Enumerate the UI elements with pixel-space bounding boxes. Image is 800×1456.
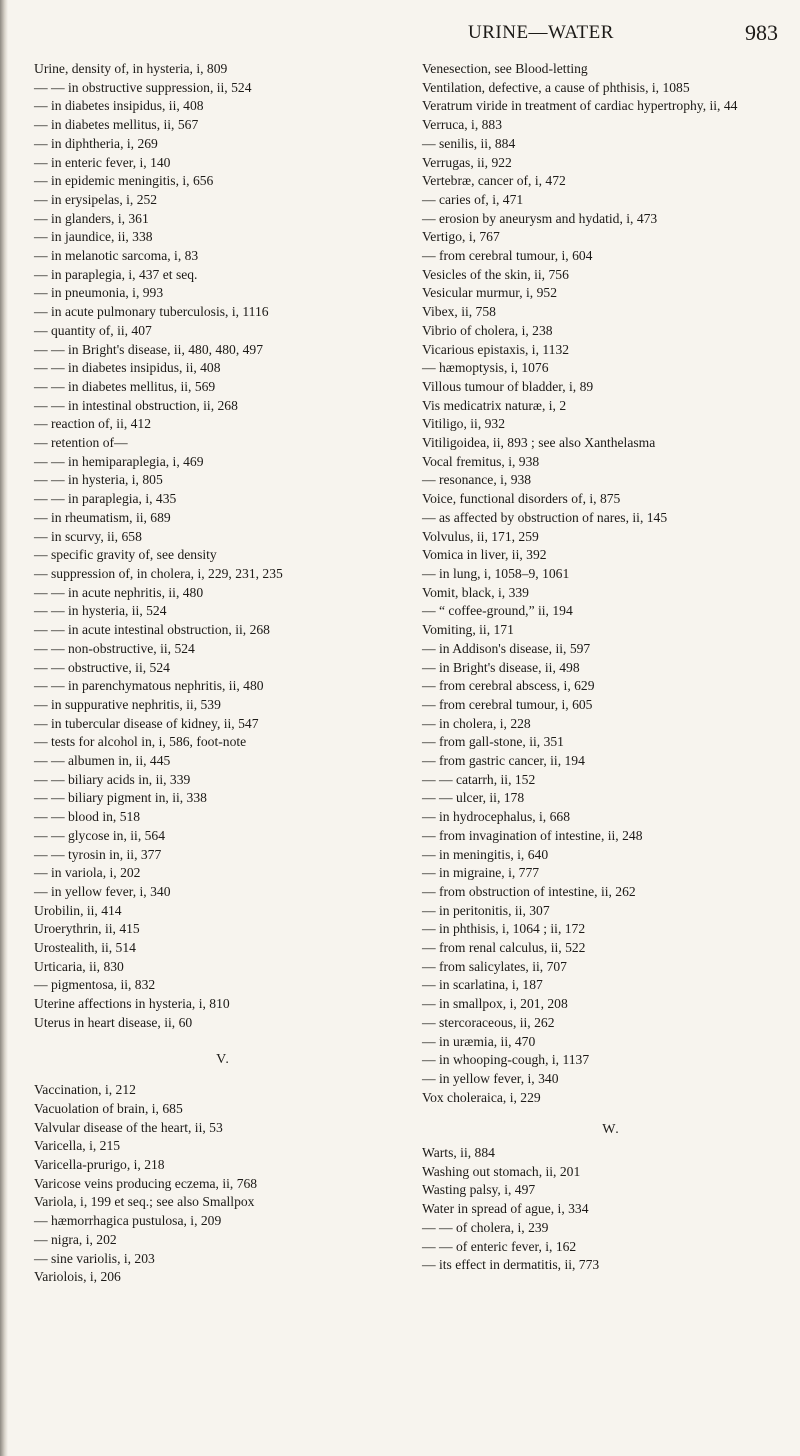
index-entry: Water in spread of ague, i, 334 — [422, 1201, 589, 1217]
index-entry: — from cerebral tumour, i, 604 — [422, 248, 593, 264]
index-entry: — in smallpox, i, 201, 208 — [422, 996, 568, 1012]
index-entry: — — in acute nephritis, ii, 480 — [34, 584, 204, 600]
index-entry: — — obstructive, ii, 524 — [34, 659, 170, 675]
index-entry: — tests for alcohol in, i, 586, foot-note — [34, 734, 247, 750]
index-entry: — in enteric fever, i, 140 — [34, 154, 171, 170]
page-number: 983 — [745, 20, 778, 45]
index-entry: — in pneumonia, i, 993 — [34, 285, 164, 301]
index-entry: — in yellow fever, i, 340 — [34, 883, 171, 899]
index-entry: — in Addison's disease, ii, 597 — [422, 640, 591, 656]
index-entry: — in acute pulmonary tuberculosis, i, 1116 — [34, 304, 269, 320]
index-entry: — — biliary acids in, ii, 339 — [34, 771, 191, 787]
index-entry: — in jaundice, ii, 338 — [34, 229, 153, 245]
index-entry: — from gall-stone, ii, 351 — [422, 734, 564, 750]
index-entry: — in diabetes insipidus, ii, 408 — [34, 98, 204, 114]
index-entry: Washing out stomach, ii, 201 — [422, 1163, 581, 1179]
index-entry: Urticaria, ii, 830 — [34, 958, 124, 974]
index-entry: — in melanotic sarcoma, i, 83 — [34, 248, 199, 264]
index-entry: Vibex, ii, 758 — [422, 304, 496, 320]
index-entry: — — in hemiparaplegia, i, 469 — [34, 453, 204, 469]
index-entry: — in Bright's disease, ii, 498 — [422, 659, 580, 675]
index-entry: — from salicylates, ii, 707 — [422, 958, 567, 974]
index-entry: — — in Bright's disease, ii, 480, 480, 497 — [34, 341, 264, 357]
index-entry: — suppression of, in cholera, i, 229, 231, 235 — [34, 565, 283, 581]
index-entry: — in variola, i, 202 — [34, 865, 141, 881]
index-entry: Vis medicatrix naturæ, i, 2 — [422, 397, 567, 413]
index-entry: Vertebræ, cancer of, i, 472 — [422, 173, 566, 189]
index-entry: — senilis, ii, 884 — [422, 135, 516, 151]
index-entry: — — in hysteria, ii, 524 — [34, 603, 167, 619]
index-entry: — in meningitis, i, 640 — [422, 846, 549, 862]
index-entry: Vomiting, ii, 171 — [422, 622, 514, 638]
index-entry: — — tyrosin in, ii, 377 — [34, 846, 162, 862]
index-entry: — — of enteric fever, i, 162 — [422, 1238, 577, 1254]
index-entry: Varicella-prurigo, i, 218 — [34, 1157, 165, 1173]
index-entry: — — in acute intestinal obstruction, ii, 268 — [34, 622, 270, 638]
index-entry: — in hydrocephalus, i, 668 — [422, 809, 570, 825]
index-entry: — in glanders, i, 361 — [34, 210, 149, 226]
index-entry: — from obstruction of intestine, ii, 262 — [422, 883, 636, 899]
page-header — [0, 20, 800, 50]
index-entry: — in suppurative nephritis, ii, 539 — [34, 696, 221, 712]
index-entry: — — in intestinal obstruction, ii, 268 — [34, 397, 238, 413]
index-entry: — nigra, i, 202 — [34, 1231, 117, 1247]
index-entry: — in cholera, i, 228 — [422, 715, 531, 731]
index-entry: Varicella, i, 215 — [34, 1138, 121, 1154]
index-entry: Vocal fremitus, i, 938 — [422, 453, 540, 469]
index-entry: — caries of, i, 471 — [422, 191, 524, 207]
index-entry: Uroerythrin, ii, 415 — [34, 921, 140, 937]
index-entry: — from gastric cancer, ii, 194 — [422, 753, 585, 769]
index-entry: — — in obstructive suppression, ii, 524 — [34, 79, 252, 95]
index-entry: — — in paraplegia, i, 435 — [34, 491, 177, 507]
index-entry: Urobilin, ii, 414 — [34, 902, 122, 918]
index-entry: — — of cholera, i, 239 — [422, 1219, 549, 1235]
index-entry: — in scurvy, ii, 658 — [34, 528, 142, 544]
index-entry: — hæmoptysis, i, 1076 — [422, 360, 549, 376]
index-entry: — its effect in dermatitis, ii, 773 — [422, 1257, 600, 1273]
index-entry: Warts, ii, 884 — [422, 1145, 495, 1161]
index-entry: — in yellow fever, i, 340 — [422, 1070, 559, 1086]
index-entry: Vox choleraica, i, 229 — [422, 1089, 541, 1105]
index-entry: — stercoraceous, ii, 262 — [422, 1014, 555, 1030]
index-entry: — — glycose in, ii, 564 — [34, 827, 166, 843]
index-entry: Vomica in liver, ii, 392 — [422, 547, 547, 563]
index-entry: Vacuolation of brain, i, 685 — [34, 1100, 183, 1116]
index-entry: Vomit, black, i, 339 — [422, 584, 529, 600]
index-entry: Verrugas, ii, 922 — [422, 154, 512, 170]
index-entry: — in uræmia, ii, 470 — [422, 1033, 536, 1049]
index-entry: — — in diabetes insipidus, ii, 408 — [34, 360, 221, 376]
index-entry: — reaction of, ii, 412 — [34, 416, 152, 432]
index-entry: — as affected by obstruction of nares, ii, 145 — [422, 509, 668, 525]
index-entry: Villous tumour of bladder, i, 89 — [422, 378, 594, 394]
index-entry: — in diphtheria, i, 269 — [34, 135, 158, 151]
running-head: URINE—WATER — [468, 22, 614, 43]
index-entry: Variolois, i, 206 — [34, 1269, 121, 1285]
index-entry: — retention of— — [34, 435, 128, 451]
index-entry: Vaccination, i, 212 — [34, 1082, 136, 1098]
index-entry: Vesicular murmur, i, 952 — [422, 285, 557, 301]
index-entry: — in paraplegia, i, 437 et seq. — [34, 266, 198, 282]
index-entry: Uterus in heart disease, ii, 60 — [34, 1014, 193, 1030]
index-entry: Valvular disease of the heart, ii, 53 — [34, 1119, 223, 1135]
index-list-v-continued — [422, 60, 800, 1107]
index-entry: Urostealith, ii, 514 — [34, 940, 136, 956]
index-entry: — resonance, i, 938 — [422, 472, 532, 488]
index-list-u — [34, 60, 412, 1033]
page-edge-shadow — [0, 0, 8, 1456]
index-entry: Venesection, see Blood-letting — [422, 61, 588, 76]
index-entry: — in rheumatism, ii, 689 — [34, 509, 171, 525]
index-entry: Ventilation, defective, a cause of phthisis, i, 1085 — [422, 79, 690, 95]
index-entry: Wasting palsy, i, 497 — [422, 1182, 536, 1198]
index-entry: Vitiligo, ii, 932 — [422, 416, 506, 432]
index-entry: Verruca, i, 883 — [422, 117, 503, 133]
index-entry: — in phthisis, i, 1064 ; ii, 172 — [422, 921, 586, 937]
index-entry: — — biliary pigment in, ii, 338 — [34, 790, 207, 806]
index-entry: Vibrio of cholera, i, 238 — [422, 322, 553, 338]
index-list-w — [422, 1144, 800, 1275]
index-entry: — sine variolis, i, 203 — [34, 1250, 155, 1266]
index-entry: — from invagination of intestine, ii, 248 — [422, 827, 643, 843]
index-entry: — hæmorrhagica pustulosa, i, 209 — [34, 1213, 222, 1229]
index-entry: Volvulus, ii, 171, 259 — [422, 528, 539, 544]
left-index-column — [34, 60, 412, 1287]
index-entry: — — in hysteria, i, 805 — [34, 472, 163, 488]
index-entry: — from cerebral abscess, i, 629 — [422, 678, 595, 694]
index-entry: — “ coffee-ground,” ii, 194 — [422, 603, 573, 619]
index-entry: — — blood in, 518 — [34, 809, 141, 825]
index-entry: — — catarrh, ii, 152 — [422, 771, 536, 787]
index-list-v — [34, 1081, 412, 1287]
index-entry: Vertigo, i, 767 — [422, 229, 500, 245]
index-entry: — in migraine, i, 777 — [422, 865, 540, 881]
index-entry: — in tubercular disease of kidney, ii, 547 — [34, 715, 259, 731]
index-entry: — from cerebral tumour, i, 605 — [422, 696, 593, 712]
index-entry: — in peritonitis, ii, 307 — [422, 902, 550, 918]
index-entry: Vitiligoidea, ii, 893 ; see also Xanthelasma — [422, 435, 656, 451]
index-entry: — in diabetes mellitus, ii, 567 — [34, 117, 199, 133]
index-entry: Uterine affections in hysteria, i, 810 — [34, 996, 230, 1012]
section-letter-w: W. — [602, 1122, 620, 1138]
index-entry: — from renal calculus, ii, 522 — [422, 940, 586, 956]
index-entry: — pigmentosa, ii, 832 — [34, 977, 156, 993]
index-entry: — — non-obstructive, ii, 524 — [34, 640, 195, 656]
index-entry: Voice, functional disorders of, i, 875 — [422, 491, 621, 507]
index-entry: — — in diabetes mellitus, ii, 569 — [34, 378, 216, 394]
index-entry: — — albumen in, ii, 445 — [34, 753, 171, 769]
index-entry: — erosion by aneurysm and hydatid, i, 473 — [422, 210, 658, 226]
index-entry: Vicarious epistaxis, i, 1132 — [422, 341, 570, 357]
index-entry: Urine, density of, in hysteria, i, 809 — [34, 61, 228, 76]
index-entry: — in whooping-cough, i, 1137 — [422, 1052, 590, 1068]
index-entry: — in lung, i, 1058–9, 1061 — [422, 565, 570, 581]
index-entry: — in erysipelas, i, 252 — [34, 191, 158, 207]
index-entry: — quantity of, ii, 407 — [34, 322, 152, 338]
index-entry: Veratrum viride in treatment of cardiac hypertrophy, ii, 44 — [422, 98, 738, 114]
section-letter-v: V. — [216, 1051, 230, 1067]
index-entry: — — ulcer, ii, 178 — [422, 790, 525, 806]
index-entry: Varicose veins producing eczema, ii, 768 — [34, 1175, 258, 1191]
index-entry: — in epidemic meningitis, i, 656 — [34, 173, 214, 189]
index-entry: Vesicles of the skin, ii, 756 — [422, 266, 569, 282]
index-entry: — specific gravity of, see density — [34, 547, 217, 563]
right-index-column — [422, 60, 800, 1275]
index-entry: Variola, i, 199 et seq.; see also Smallpox — [34, 1194, 255, 1210]
index-entry: — in scarlatina, i, 187 — [422, 977, 543, 993]
index-entry: — — in parenchymatous nephritis, ii, 480 — [34, 678, 264, 694]
